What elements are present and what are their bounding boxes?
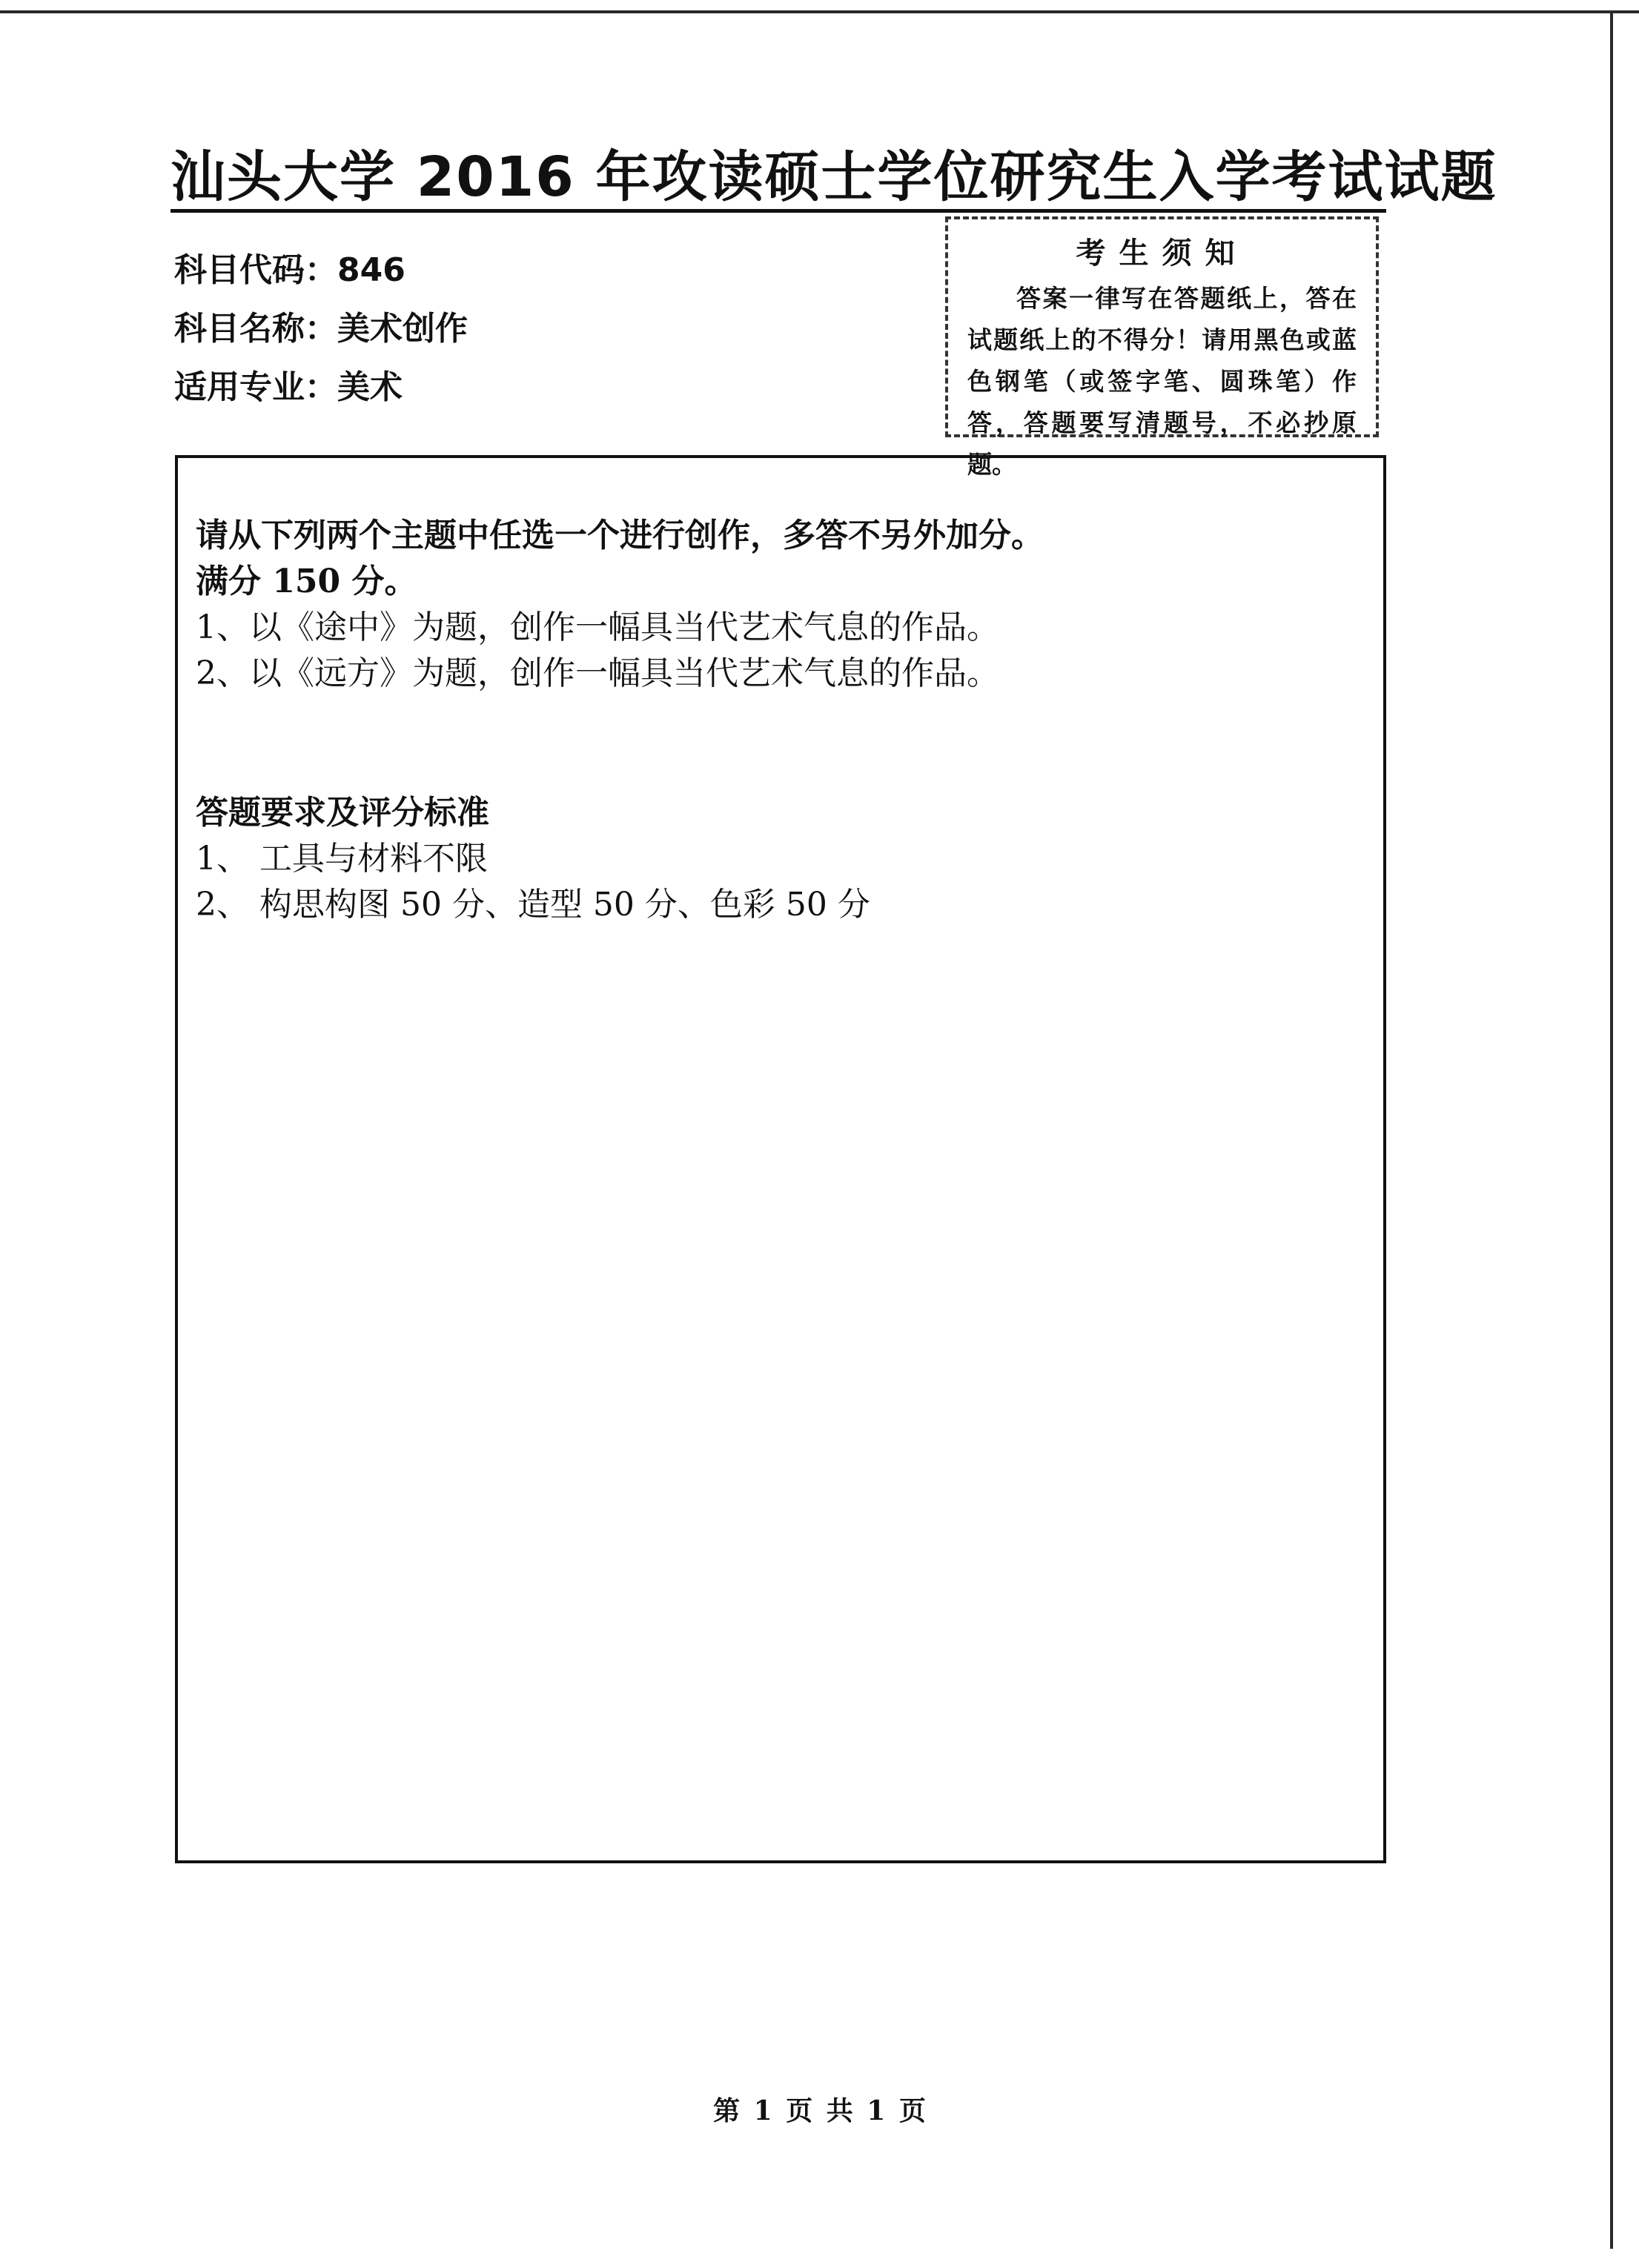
question-instruction: 请从下列两个主题中任选一个进行创作，多答不另外加分。 <box>196 517 1044 554</box>
scan-edge-top <box>0 10 1639 13</box>
subject-name-value: 美术创作 <box>337 310 468 348</box>
candidate-notice-box <box>945 216 1379 479</box>
title-rule <box>170 209 1386 213</box>
subject-code-row <box>174 241 468 299</box>
major-label: 适用专业： <box>174 368 337 406</box>
criteria-title: 答题要求及评分标准 <box>196 794 489 832</box>
notice-body: 答案一律写在答题纸上，答在试题纸上的不得分！请用黑色或蓝色钢笔（或签字笔、圆珠笔）作答，答题要写清题号，不必抄原题。 <box>967 284 1357 479</box>
subject-info <box>174 241 468 417</box>
question-item-2: 2、以《远方》为题，创作一幅具当代艺术气息的作品。 <box>196 654 999 692</box>
page-title: 汕头大学 2016 年攻读硕士学位研究生入学考试试题 <box>170 145 1497 209</box>
criteria-item-1: 1、 工具与材料不限 <box>196 840 488 878</box>
page-footer: 第 1 页 共 1 页 <box>713 2095 926 2126</box>
major-value: 美术 <box>337 368 403 406</box>
question-item-1: 1、以《途中》为题，创作一幅具当代艺术气息的作品。 <box>196 609 999 646</box>
subject-name-label: 科目名称： <box>174 310 337 348</box>
subject-code-value: 846 <box>337 251 405 289</box>
scan-edge-right <box>1610 10 1613 2249</box>
full-score: 满分 150 分。 <box>196 563 417 600</box>
subject-code-label: 科目代码： <box>174 251 337 289</box>
criteria-item-2: 2、 构思构图 50 分、造型 50 分、色彩 50 分 <box>196 886 870 924</box>
notice-title: 考生须知 <box>1076 236 1248 271</box>
subject-name-row <box>174 299 468 358</box>
major-row <box>174 358 468 417</box>
question-box <box>175 455 1386 1863</box>
